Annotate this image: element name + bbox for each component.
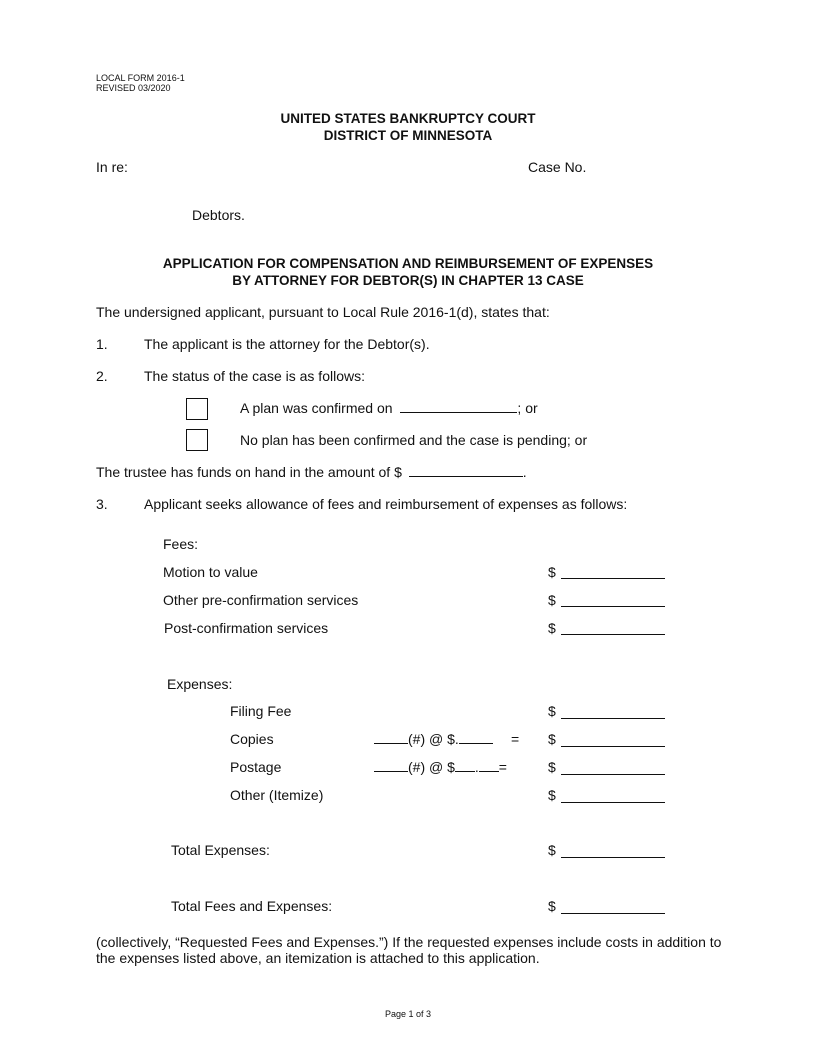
currency-symbol: $ bbox=[548, 703, 556, 719]
copies-rate-field[interactable] bbox=[459, 742, 493, 744]
item-number: 2. bbox=[96, 368, 108, 384]
trustee-funds-field[interactable] bbox=[409, 475, 523, 477]
plan-confirmed-suffix: ; or bbox=[517, 400, 538, 416]
case-no-label: Case No. bbox=[528, 159, 587, 175]
copies-formula bbox=[374, 731, 493, 747]
currency-symbol: $ bbox=[548, 564, 556, 580]
currency-symbol: $ bbox=[548, 842, 556, 858]
amount-field[interactable] bbox=[561, 857, 665, 858]
currency-symbol: $ bbox=[548, 759, 556, 775]
intro-statement: The undersigned applicant, pursuant to Local Rule 2016-1(d), states that: bbox=[96, 304, 550, 320]
amount-field[interactable] bbox=[561, 578, 665, 579]
document-title-line1: APPLICATION FOR COMPENSATION AND REIMBURSEMENT OF EXPENSES bbox=[162, 256, 654, 271]
total-expenses-label: Total Expenses: bbox=[171, 842, 270, 858]
postage-label: Postage bbox=[230, 759, 282, 775]
currency-symbol: $ bbox=[548, 898, 556, 914]
plan-confirmed-label: A plan was confirmed on bbox=[240, 400, 393, 416]
debtors-label: Debtors. bbox=[192, 207, 245, 223]
postage-count-field[interactable] bbox=[374, 770, 408, 772]
court-district: DISTRICT OF MINNESOTA bbox=[323, 128, 493, 143]
closing-line1: (collectively, “Requested Fees and Expenses.”) If the requested expenses include costs in addition to bbox=[96, 934, 722, 950]
amount-field[interactable] bbox=[561, 634, 665, 635]
trustee-funds-statement bbox=[96, 464, 527, 480]
amount-field[interactable] bbox=[561, 774, 665, 775]
in-re-label: In re: bbox=[96, 159, 128, 175]
currency-symbol: $ bbox=[548, 731, 556, 747]
court-name: UNITED STATES BANKRUPTCY COURT bbox=[280, 111, 536, 126]
currency-symbol: $ bbox=[548, 592, 556, 608]
copies-formula-text: (#) @ $. bbox=[408, 731, 459, 747]
confirmation-date-field[interactable] bbox=[400, 411, 517, 413]
filing-fee-label: Filing Fee bbox=[230, 703, 292, 719]
postage-decimal: . bbox=[474, 759, 479, 775]
amount-field[interactable] bbox=[561, 746, 665, 747]
copies-count-field[interactable] bbox=[374, 742, 408, 744]
postage-formula bbox=[374, 759, 507, 775]
copies-label: Copies bbox=[230, 731, 274, 747]
item-number: 3. bbox=[96, 496, 108, 512]
equals-sign: = bbox=[511, 731, 520, 747]
currency-symbol: $ bbox=[548, 620, 556, 636]
currency-symbol: $ bbox=[548, 787, 556, 803]
form-id: LOCAL FORM 2016-1 bbox=[96, 73, 185, 83]
other-expenses-label: Other (Itemize) bbox=[230, 787, 324, 803]
item-text: Applicant seeks allowance of fees and reimbursement of expenses as follows: bbox=[144, 496, 628, 512]
revised-date: REVISED 03/2020 bbox=[96, 83, 171, 93]
plan-pending-label: No plan has been confirmed and the case is pending; or bbox=[240, 432, 588, 448]
fee-row-label: Post-confirmation services bbox=[164, 620, 329, 636]
plan-pending-checkbox[interactable] bbox=[186, 429, 208, 451]
document-title-line2: BY ATTORNEY FOR DEBTOR(S) IN CHAPTER 13 CASE bbox=[232, 273, 584, 288]
item-text: The status of the case is as follows: bbox=[144, 368, 365, 384]
plan-confirmed-checkbox[interactable] bbox=[186, 398, 208, 420]
fee-row-label: Motion to value bbox=[163, 564, 258, 580]
amount-field[interactable] bbox=[561, 802, 665, 803]
postage-cents-field[interactable] bbox=[479, 770, 499, 772]
trustee-funds-label: The trustee has funds on hand in the amount of $ bbox=[96, 464, 402, 480]
closing-line2: the expenses listed above, an itemization is attached to this application. bbox=[96, 950, 540, 966]
equals-sign: = bbox=[498, 759, 507, 775]
total-fees-expenses-label: Total Fees and Expenses: bbox=[171, 898, 333, 914]
postage-formula-text: (#) @ $ bbox=[408, 759, 455, 775]
trustee-funds-suffix: . bbox=[522, 464, 527, 480]
fee-row-label: Other pre-confirmation services bbox=[163, 592, 359, 608]
amount-field[interactable] bbox=[561, 718, 665, 719]
postage-dollars-field[interactable] bbox=[455, 770, 475, 772]
amount-field[interactable] bbox=[561, 913, 665, 914]
plan-confirmed-option bbox=[240, 400, 538, 416]
amount-field[interactable] bbox=[561, 606, 665, 607]
fees-heading: Fees: bbox=[163, 536, 199, 552]
item-text: The applicant is the attorney for the Debtor(s). bbox=[144, 336, 430, 352]
expenses-heading: Expenses: bbox=[167, 676, 233, 692]
item-number: 1. bbox=[96, 336, 108, 352]
page-number: Page 1 of 3 bbox=[384, 1009, 432, 1019]
